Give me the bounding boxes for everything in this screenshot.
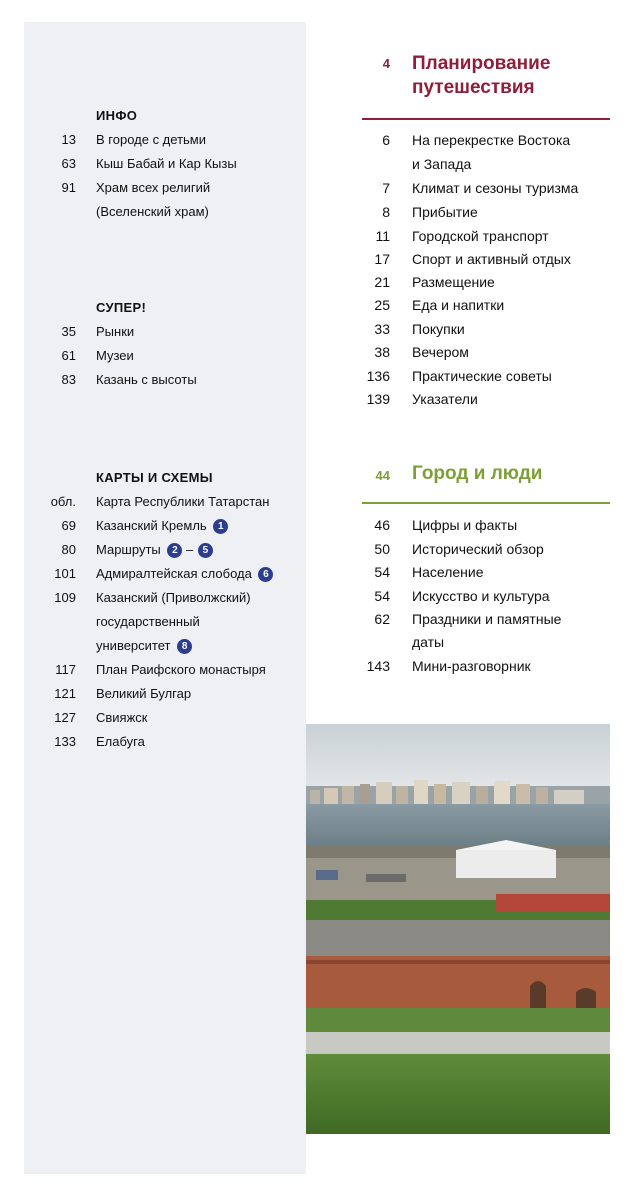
maps-item[interactable]: Карта Республики Татарстан (96, 494, 270, 509)
maps-page-num: обл. (50, 494, 76, 509)
route-number-badge: 5 (198, 543, 213, 558)
maps-page-num: 121 (54, 686, 76, 701)
route-number-badge: 2 (167, 543, 182, 558)
planning-item[interactable]: На перекрестке Востока (412, 132, 571, 148)
maps-item[interactable]: План Раифского монастыря (96, 662, 266, 677)
city-page-num: 143 (366, 658, 390, 674)
maps-item[interactable]: Свияжск (96, 710, 148, 725)
maps-page-num: 127 (54, 710, 76, 725)
info-page-num: 91 (61, 180, 76, 195)
info-section-title: ИНФО (96, 108, 138, 123)
city-item[interactable]: Искусство и культура (412, 588, 550, 604)
super-page-num: 61 (61, 348, 76, 363)
city-item[interactable]: Праздники и памятные (412, 611, 562, 627)
planning-item[interactable]: Покупки (412, 321, 465, 337)
city-item-continued[interactable]: даты (412, 634, 445, 650)
city-section-title[interactable]: Город и люди (412, 463, 543, 484)
city-section-page: 44 (375, 468, 390, 483)
route-number-badge: 8 (177, 639, 192, 654)
city-page-num: 54 (374, 564, 390, 580)
planning-page-num: 7 (382, 180, 390, 196)
maps-page-num: 101 (54, 566, 76, 581)
planning-page-num: 25 (374, 297, 390, 313)
planning-page-num: 17 (374, 251, 390, 267)
route-number-badge: 1 (213, 519, 228, 534)
planning-page-num: 38 (374, 344, 390, 360)
maps-item[interactable] (96, 514, 228, 538)
super-item[interactable]: Музеи (96, 348, 134, 363)
city-divider (362, 502, 610, 504)
maps-page-num: 109 (54, 590, 76, 605)
maps-item-continued[interactable] (96, 634, 192, 658)
planning-page-num: 8 (382, 204, 390, 220)
city-page-num: 46 (374, 517, 390, 533)
maps-item-label: Адмиралтейская слобода (96, 566, 252, 581)
kazan-riverside-photo (306, 724, 610, 1134)
planning-section-title[interactable] (412, 52, 550, 100)
maps-item-continued[interactable]: государственный (96, 614, 200, 629)
planning-page-num: 139 (366, 391, 390, 407)
info-page-num: 13 (61, 132, 76, 147)
city-page-num: 50 (374, 541, 390, 557)
city-item[interactable]: Цифры и факты (412, 517, 518, 533)
maps-item-label: Казанский Кремль (96, 518, 207, 533)
planning-divider (362, 118, 610, 120)
planning-page-num: 21 (374, 274, 390, 290)
super-item[interactable]: Казань с высоты (96, 372, 197, 387)
planning-item[interactable]: Вечером (412, 344, 469, 360)
city-item[interactable]: Исторический обзор (412, 541, 544, 557)
city-item[interactable]: Население (412, 564, 484, 580)
planning-page-num: 6 (382, 132, 390, 148)
info-item[interactable]: В городе с детьми (96, 132, 206, 147)
maps-page-num: 69 (61, 518, 76, 533)
maps-item-label: университет (96, 638, 171, 653)
maps-item[interactable]: Великий Булгар (96, 686, 192, 701)
maps-page-num: 133 (54, 734, 76, 749)
maps-section-title: КАРТЫ И СХЕМЫ (96, 470, 213, 485)
maps-page-num: 117 (55, 662, 76, 677)
route-number-badge: 6 (258, 567, 273, 582)
planning-item[interactable]: Прибытие (412, 204, 478, 220)
maps-item[interactable] (96, 562, 273, 586)
super-item[interactable]: Рынки (96, 324, 135, 339)
planning-title-line: путешествия (412, 77, 535, 98)
planning-item[interactable]: Размещение (412, 274, 495, 290)
super-page-num: 83 (61, 372, 76, 387)
super-section-title: СУПЕР! (96, 300, 147, 315)
info-item[interactable]: Кыш Бабай и Кар Кызы (96, 156, 237, 171)
planning-page-num: 11 (375, 228, 390, 244)
planning-item[interactable]: Еда и напитки (412, 297, 505, 313)
planning-item[interactable]: Указатели (412, 391, 478, 407)
maps-item-label: Маршруты (96, 542, 161, 557)
planning-item[interactable]: Спорт и активный отдых (412, 251, 571, 267)
maps-item[interactable] (96, 538, 213, 562)
range-separator: – (186, 542, 194, 557)
info-page-num: 63 (61, 156, 76, 171)
super-page-num: 35 (61, 324, 76, 339)
city-page-num: 54 (374, 588, 390, 604)
planning-title-line: Планирование (412, 53, 551, 74)
planning-item-continued[interactable]: и Запада (412, 156, 472, 172)
maps-item[interactable]: Казанский (Приволжский) (96, 590, 251, 605)
planning-item[interactable]: Климат и сезоны туризма (412, 180, 579, 196)
maps-page-num: 80 (61, 542, 76, 557)
maps-item[interactable]: Елабуга (96, 734, 145, 749)
info-item-continued[interactable]: (Вселенский храм) (96, 204, 209, 219)
planning-page-num: 136 (366, 368, 390, 384)
city-item[interactable]: Мини-разговорник (412, 658, 531, 674)
planning-page-num: 33 (374, 321, 390, 337)
city-page-num: 62 (374, 611, 390, 627)
planning-section-page: 4 (382, 56, 390, 71)
planning-item[interactable]: Практические советы (412, 368, 552, 384)
info-item[interactable]: Храм всех религий (96, 180, 211, 195)
planning-item[interactable]: Городской транспорт (412, 228, 549, 244)
